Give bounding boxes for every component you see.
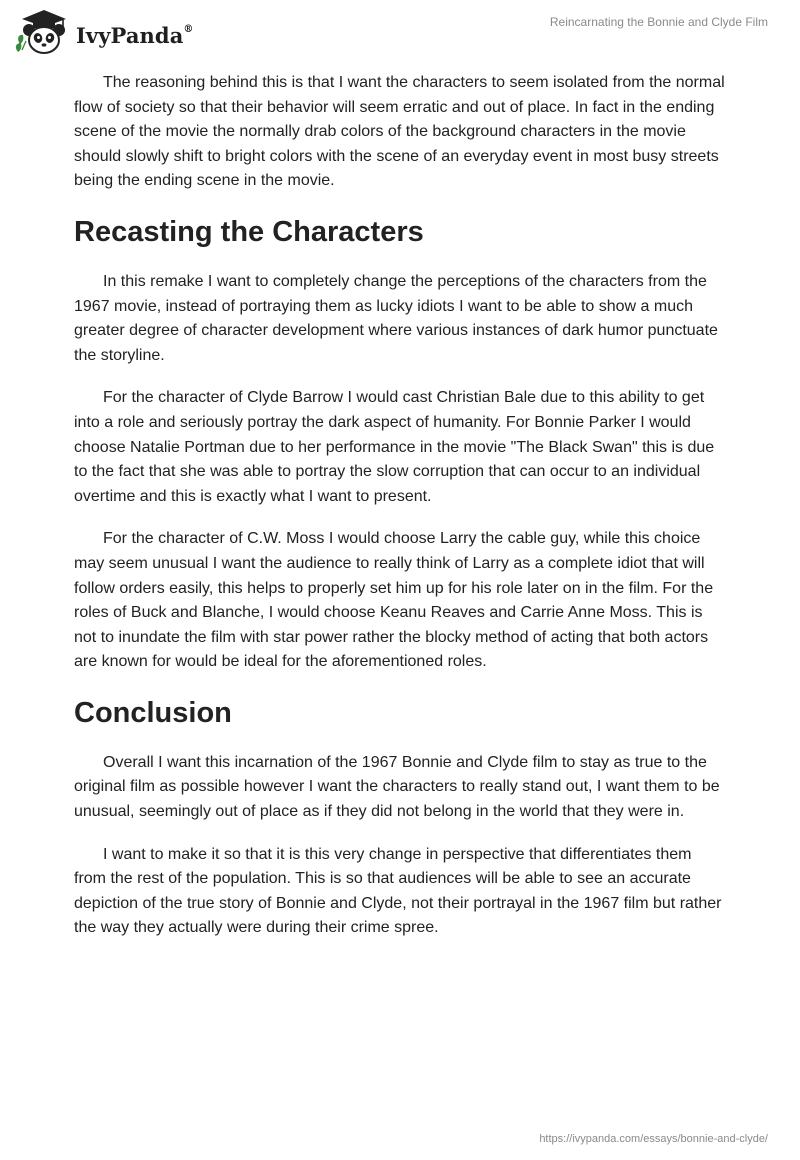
ivypanda-logo[interactable] (14, 8, 194, 58)
essay-content (74, 71, 726, 959)
paragraph: For the character of Clyde Barrow I would cast Christian Bale due to this ability to get into a role and seriously portray the dark aspect of humanity. For Bonnie Parker I would choose Natalie Portman due to her performance in the movie "The Black Swan" this is due to the fact that she was able to portray the slow corruption that can occur to an individual overtime and this is exactly what I want to present. (74, 389, 715, 505)
page-header (0, 0, 800, 60)
intro-paragraph: The reasoning behind this is that I want the characters to seem isolated from the normal flow of society so that their behavior will seem erratic and out of place. In fact in the ending scene of the movie the normally drab colors of the background characters in the movie should slowly shift to bright colors with the scene of an everyday event in most busy streets being the ending scene in the movie. (74, 74, 725, 190)
paragraph: In this remake I want to completely change the perceptions of the characters from the 1967 movie, instead of portraying them as lucky idiots I want to be able to show a much greater degree of character development where various instances of dark humor punctuate the storyline. (74, 272, 718, 364)
panda-graduation-cap-icon (14, 8, 74, 58)
document-title: Reincarnating the Bonnie and Clyde Film (549, 15, 768, 29)
paragraph: For the character of C.W. Moss I would choose Larry the cable guy, while this choice may seem unusual I want the audience to really think of Larry as a complete idiot that will follow orders easily, this helps to properly set him up for his role later on in the film. For the roles of Buck and Blanche, I would choose Keanu Reaves and Carrie Anne Moss. This is not to inundate the film with star power rather the blocky method of acting that both actors are known for would be ideal for the aforementioned roles. (74, 530, 714, 671)
paragraph: Overall I want this incarnation of the 1967 Bonnie and Clyde film to stay as true to the original film as possible however I want the characters to really stand out, I want them to be unusual, seemingly out of place as if they did not belong in the world that they were in. (74, 753, 720, 821)
source-url[interactable]: https://ivypanda.com/essays/bonnie-and-clyde/ (539, 1133, 768, 1145)
paragraph: I want to make it so that it is this very change in perspective that differentiates them from the rest of the population. This is so that audiences will be able to see an accurate depiction of the true story of Bonnie and Clyde, not their portrayal in the 1967 film but rather the way they actually were during their crime spree. (74, 845, 722, 937)
brand-name: IvyPanda® (76, 22, 194, 48)
section-heading-conclusion: Conclusion (74, 696, 232, 729)
section-heading-recasting: Recasting the Characters (74, 215, 424, 248)
